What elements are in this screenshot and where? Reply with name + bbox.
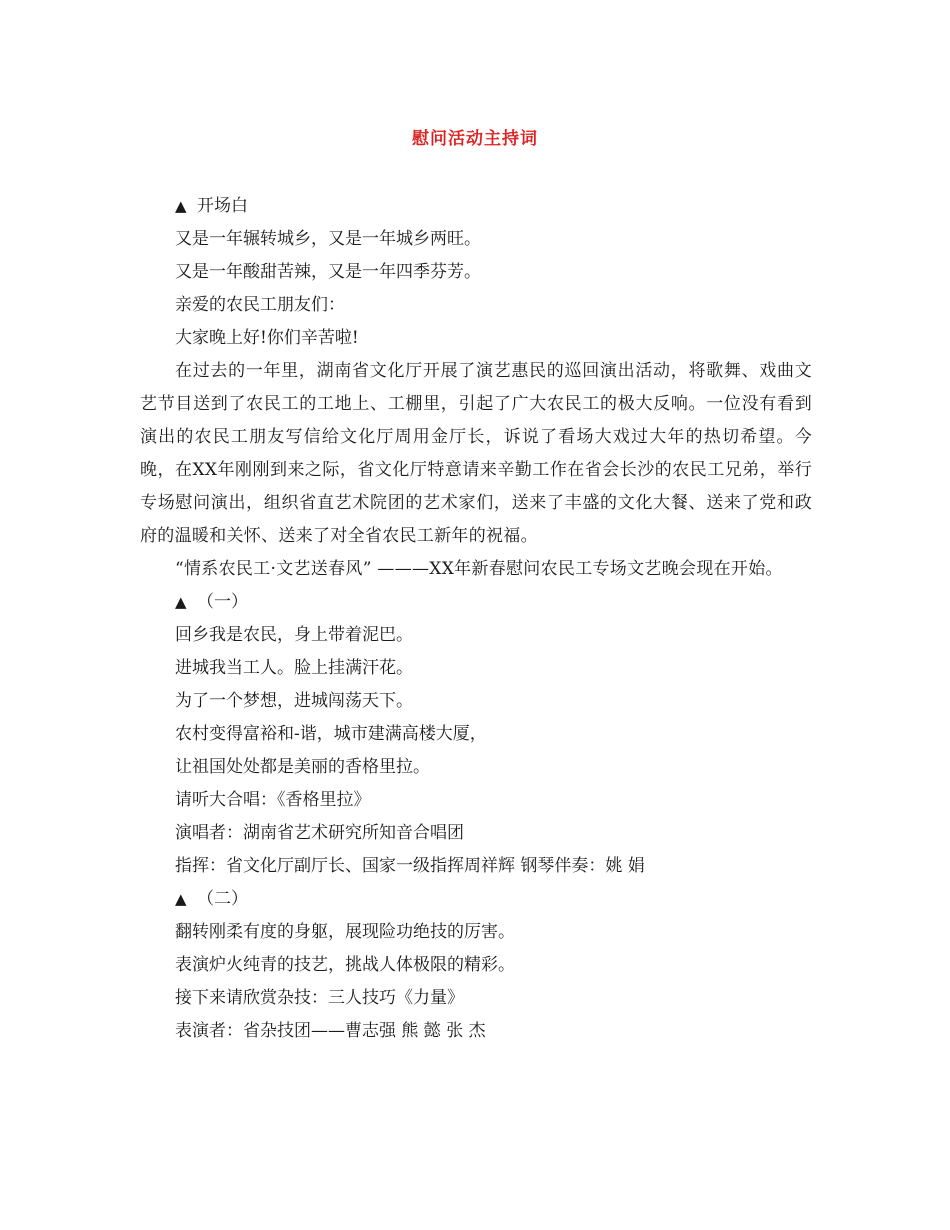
text-line: 农村变得富裕和-谐，城市建满高楼大厦， — [175, 724, 487, 744]
triangle-icon: ▲ — [175, 890, 187, 908]
text-line: 亲爱的农民工朋友们： — [175, 295, 345, 315]
text-line: 翻转刚柔有度的身躯，展现险功绝技的厉害。 — [175, 922, 515, 942]
text-line: 为了一个梦想，进城闯荡天下。 — [175, 691, 413, 711]
document-body — [140, 190, 812, 1048]
text-line: 又是一年辗转城乡，又是一年城乡两旺。 — [175, 229, 481, 249]
text-line: 进城我当工人。脸上挂满汗花。 — [175, 658, 413, 678]
text-line: 请听大合唱：《香格里拉》 — [175, 790, 371, 810]
text-line: 指挥：省文化厅副厅长、国家一级指挥周祥辉 钢琴伴奏：姚 娟 — [175, 856, 645, 876]
text-line: 又是一年酸甜苦辣，又是一年四季芬芳。 — [175, 262, 481, 282]
section-heading-part1 — [140, 586, 812, 619]
heading-text: 开场白 — [197, 196, 248, 216]
document-title: 慰问活动主持词 — [412, 129, 538, 149]
triangle-icon: ▲ — [175, 593, 187, 611]
text-line: 演唱者：湖南省艺术研究所知音合唱团 — [175, 823, 464, 843]
text-line: 表演炉火纯青的技艺，挑战人体极限的精彩。 — [175, 955, 515, 975]
text-line: 回乡我是农民，身上带着泥巴。 — [175, 625, 413, 645]
section-heading-part2 — [140, 883, 812, 916]
text-line: 让祖国处处都是美丽的香格里拉。 — [175, 757, 430, 777]
heading-text: （二） — [197, 889, 248, 909]
section-heading-opening — [140, 190, 812, 223]
text-line: 表演者：省杂技团——曹志强 熊 懿 张 杰 — [175, 1021, 486, 1041]
triangle-icon: ▲ — [175, 197, 187, 215]
text-line: 大家晚上好!你们辛苦啦! — [175, 328, 359, 348]
heading-text: （一） — [197, 592, 248, 612]
paragraph: “情系农民工·文艺送春风” ———XX年新春慰问农民工专场文艺晚会现在开始。 — [175, 559, 783, 579]
text-line: 接下来请欣赏杂技：三人技巧《力量》 — [175, 988, 464, 1008]
paragraph: 在过去的一年里，湖南省文化厅开展了演艺惠民的巡回演出活动，将歌舞、戏曲文艺节目送到了农民工的工地上、工棚里，引起了广大农民工的极大反响。一位没有看到演出的农民工朋友写信给文化厅周用金厅长，诉说了看场大戏过大年的热切希望。今晚，在XX年刚刚到来之际，省文化厅特意请来辛勤工作在省会长沙的农民工兄弟，举行专场慰问演出，组织省直艺术院团的艺术家们，送来了丰盛的文化大餐、送来了党和政府的温暖和关怀、送来了对全省农民工新年的祝福。 — [140, 361, 812, 546]
